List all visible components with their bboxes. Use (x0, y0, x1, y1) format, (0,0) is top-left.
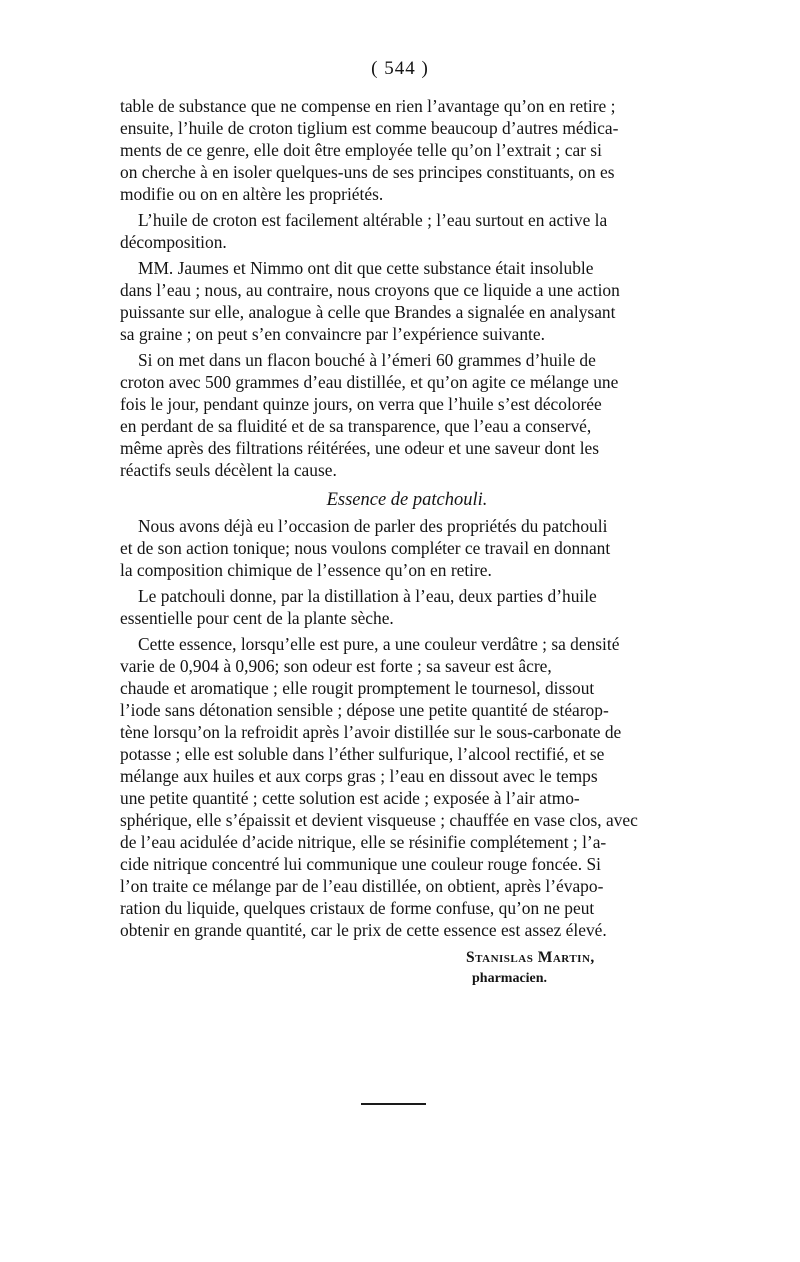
paragraph-continued (120, 95, 682, 205)
text-line: potasse ; elle est soluble dans l’éther sulfurique, l’alcool rectifié, et se (120, 744, 605, 764)
text-line: obtenir en grande quantité, car le prix de cette essence est assez élevé. (120, 920, 607, 940)
text-line: et de son action tonique; nous voulons compléter ce travail en donnant (120, 538, 611, 558)
text-line: de l’eau acidulée d’acide nitrique, elle se résinifie complétement ; l’a- (120, 832, 607, 852)
text-line: Cette essence, lorsqu’elle est pure, a une couleur verdâtre ; sa densité (138, 634, 620, 654)
text-line: on cherche à en isoler quelques-uns de ses principes constituants, on es (120, 162, 615, 182)
text-line: la composition chimique de l’essence qu’on en retire. (120, 560, 492, 580)
text-line: essentielle pour cent de la plante sèche. (120, 608, 394, 628)
text-line: sa graine ; on peut s’en convaincre par l’expérience suivante. (120, 324, 545, 344)
text-line: même après des filtrations réitérées, une odeur et une saveur dont les (120, 438, 600, 458)
text-line: décomposition. (120, 232, 227, 252)
text-line: MM. Jaumes et Nimmo ont dit que cette substance était insoluble (138, 258, 594, 278)
section-heading: Essence de patchouli. (326, 490, 488, 510)
text-line: ensuite, l’huile de croton tiglium est comme beaucoup d’autres médica- (120, 118, 619, 138)
paragraph-patchouli-intro (120, 515, 682, 581)
text-line: croton avec 500 grammes d’eau distillée, et qu’on agite ce mélange une (120, 372, 619, 392)
paragraph-experiment (120, 349, 682, 481)
text-line: ments de ce genre, elle doit être employée telle qu’on l’extrait ; car si (120, 140, 602, 160)
text-line: modifie ou on en altère les propriétés. (120, 184, 384, 204)
paragraph-distillation (120, 585, 682, 629)
paragraph-jaumes-nimmo (120, 257, 682, 345)
text-line: chaude et aromatique ; elle rougit promptement le tournesol, dissout (120, 678, 595, 698)
text-line: L’huile de croton est facilement altérable ; l’eau surtout en active la (138, 210, 608, 230)
text-line: l’on traite ce mélange par de l’eau distillée, on obtient, après l’évapo- (120, 876, 604, 896)
text-line: sphérique, elle s’épaissit et devient visqueuse ; chauffée en vase clos, avec (120, 810, 638, 830)
paragraph-properties (120, 633, 682, 941)
closing-rule (361, 1103, 426, 1105)
author-role: pharmacien. (472, 971, 548, 986)
text-line: Si on met dans un flacon bouché à l’émeri 60 grammes d’huile de (138, 350, 596, 370)
text-line: puissante sur elle, analogue à celle que Brandes a signalée en analysant (120, 302, 616, 322)
page-number: ( 544 ) (371, 58, 429, 79)
text-line: varie de 0,904 à 0,906; son odeur est forte ; sa saveur est âcre, (120, 656, 552, 676)
text-line: tène lorsqu’on la refroidit après l’avoir distillée sur le sous-carbonate de (120, 722, 622, 742)
text-line: Nous avons déjà eu l’occasion de parler des propriétés du patchouli (138, 516, 608, 536)
text-line: dans l’eau ; nous, au contraire, nous croyons que ce liquide a une action (120, 280, 620, 300)
signature (120, 947, 682, 989)
text-line: en perdant de sa fluidité et de sa transparence, que l’eau a conservé, (120, 416, 592, 436)
text-line: l’iode sans détonation sensible ; dépose une petite quantité de stéarop- (120, 700, 609, 720)
text-line: mélange aux huiles et aux corps gras ; l’eau en dissout avec le temps (120, 766, 598, 786)
page-body (120, 95, 682, 989)
text-line: cide nitrique concentré lui communique une couleur rouge foncée. Si (120, 854, 601, 874)
text-line: ration du liquide, quelques cristaux de forme confuse, qu’on ne peut (120, 898, 595, 918)
text-line: fois le jour, pendant quinze jours, on verra que l’huile s’est décolorée (120, 394, 602, 414)
paragraph-croton-alterable (120, 209, 682, 253)
text-line: une petite quantité ; cette solution est acide ; exposée à l’air atmo- (120, 788, 580, 808)
author-name: Stanislas Martin, (466, 949, 595, 966)
text-line: réactifs seuls décèlent la cause. (120, 460, 337, 480)
text-line: table de substance que ne compense en rien l’avantage qu’on en retire ; (120, 96, 616, 116)
text-line: Le patchouli donne, par la distillation à l’eau, deux parties d’huile (138, 586, 597, 606)
